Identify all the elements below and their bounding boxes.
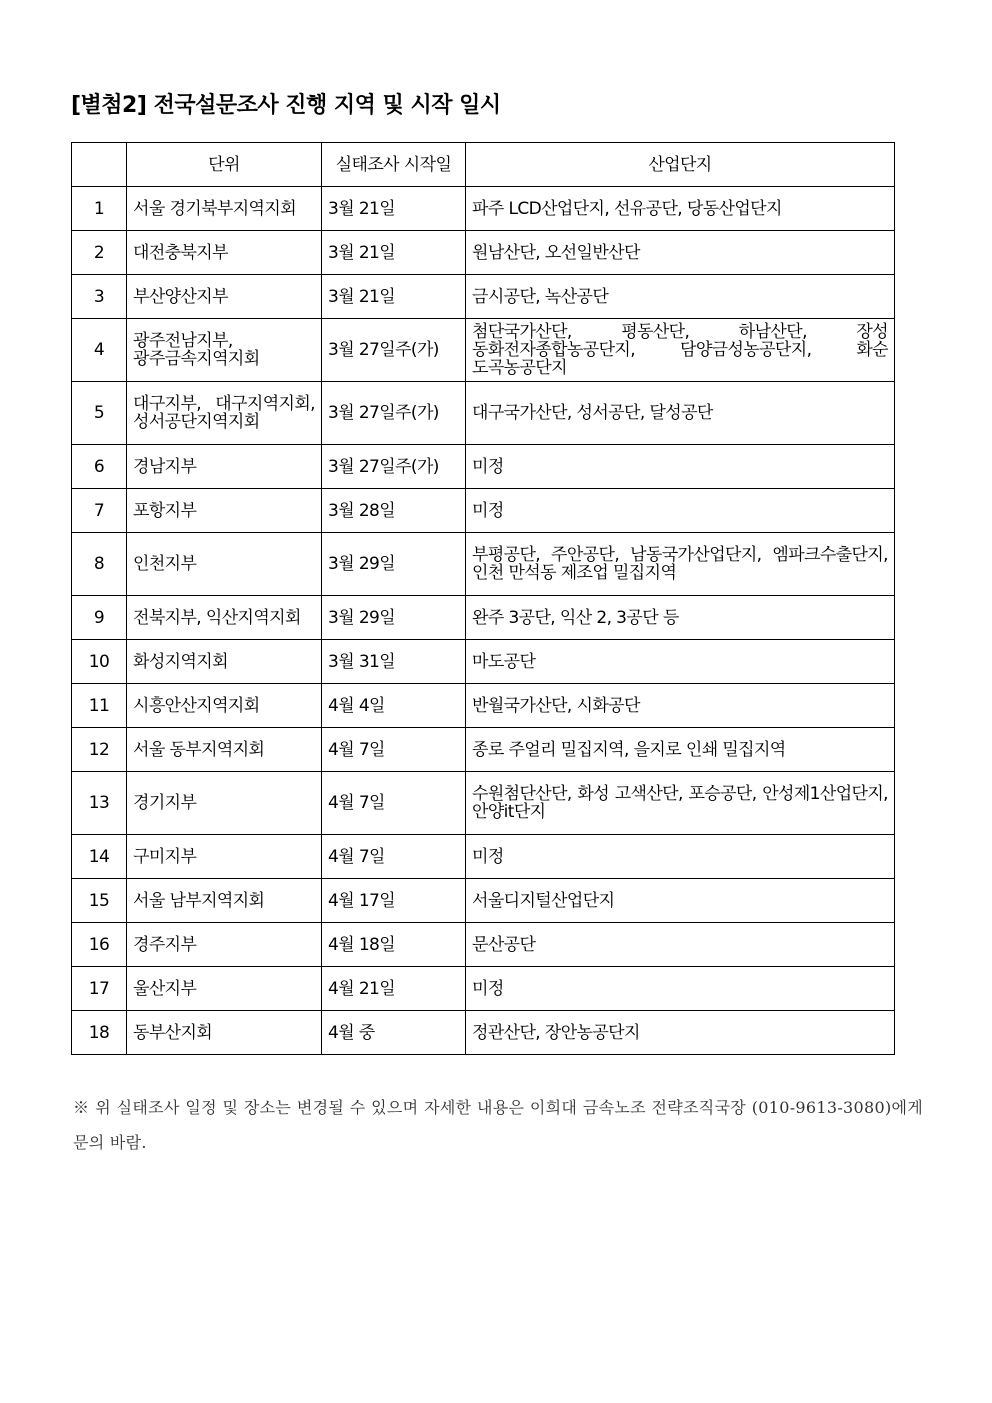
survey-schedule-table	[71, 142, 895, 1055]
row-industrial-complex: 완주 3공단, 익산 2, 3공단 등	[466, 596, 895, 640]
row-unit: 대구지부, 대구지역지회, 성서공단지역지회	[127, 382, 322, 445]
row-start-date: 4월 17일	[322, 879, 466, 923]
table-row	[72, 275, 895, 319]
row-industrial-complex: 대구국가산단, 성서공단, 달성공단	[466, 382, 895, 445]
row-number: 5	[72, 382, 127, 445]
row-number: 14	[72, 835, 127, 879]
row-unit: 경기지부	[127, 772, 322, 835]
row-industrial-complex: 마도공단	[466, 640, 895, 684]
row-number: 17	[72, 967, 127, 1011]
row-start-date: 4월 21일	[322, 967, 466, 1011]
row-unit: 서울 동부지역지회	[127, 728, 322, 772]
row-number: 15	[72, 879, 127, 923]
row-start-date: 3월 27일주(가)	[322, 319, 466, 382]
row-unit: 서울 경기북부지역지회	[127, 187, 322, 231]
row-start-date: 4월 7일	[322, 772, 466, 835]
document-title: [별첨2] 전국설문조사 진행 지역 및 시작 일시	[71, 93, 501, 118]
row-start-date: 3월 21일	[322, 231, 466, 275]
row-number: 10	[72, 640, 127, 684]
table-row	[72, 772, 895, 835]
row-unit: 광주전남지부, 광주금속지역지회	[127, 319, 322, 382]
row-unit: 동부산지회	[127, 1011, 322, 1055]
row-number: 6	[72, 445, 127, 489]
row-unit: 부산양산지부	[127, 275, 322, 319]
table-row	[72, 533, 895, 596]
row-industrial-complex: 수원첨단산단, 화성 고색산단, 포승공단, 안성제1산업단지, 안양it단지	[466, 772, 895, 835]
row-unit: 서울 남부지역지회	[127, 879, 322, 923]
header-industrial-complex: 산업단지	[466, 143, 895, 187]
row-number: 4	[72, 319, 127, 382]
row-industrial-complex: 미정	[466, 967, 895, 1011]
row-unit: 시흥안산지역지회	[127, 684, 322, 728]
row-unit: 울산지부	[127, 967, 322, 1011]
row-industrial-complex: 반월국가산단, 시화공단	[466, 684, 895, 728]
row-unit: 경남지부	[127, 445, 322, 489]
header-number	[72, 143, 127, 187]
row-number: 13	[72, 772, 127, 835]
row-number: 9	[72, 596, 127, 640]
table-row	[72, 319, 895, 382]
row-industrial-complex: 미정	[466, 445, 895, 489]
row-number: 12	[72, 728, 127, 772]
row-number: 16	[72, 923, 127, 967]
row-unit: 대전충북지부	[127, 231, 322, 275]
row-unit: 화성지역지회	[127, 640, 322, 684]
row-industrial-complex: 미정	[466, 489, 895, 533]
row-start-date: 3월 31일	[322, 640, 466, 684]
table-row	[72, 684, 895, 728]
row-number: 18	[72, 1011, 127, 1055]
row-industrial-complex: 부평공단, 주안공단, 남동국가산업단지, 엠파크수출단지, 인천 만석동 제조업 밀집지역	[466, 533, 895, 596]
row-start-date: 3월 21일	[322, 187, 466, 231]
row-start-date: 3월 27일주(가)	[322, 445, 466, 489]
row-unit: 경주지부	[127, 923, 322, 967]
row-start-date: 3월 27일주(가)	[322, 382, 466, 445]
table-row	[72, 967, 895, 1011]
row-unit: 인천지부	[127, 533, 322, 596]
row-industrial-complex: 미정	[466, 835, 895, 879]
row-start-date: 4월 7일	[322, 835, 466, 879]
table-header-row	[72, 143, 895, 187]
row-industrial-complex: 원남산단, 오선일반산단	[466, 231, 895, 275]
contact-note: ※ 위 실태조사 일정 및 장소는 변경될 수 있으며 자세한 내용은 이희대 금속노조 전략조직국장 (010-9613-3080)에게 문의 바람.	[73, 1098, 923, 1152]
row-number: 7	[72, 489, 127, 533]
row-industrial-complex: 서울디지털산업단지	[466, 879, 895, 923]
row-industrial-complex: 금시공단, 녹산공단	[466, 275, 895, 319]
row-start-date: 3월 29일	[322, 533, 466, 596]
row-number: 1	[72, 187, 127, 231]
table-row	[72, 489, 895, 533]
row-start-date: 4월 4일	[322, 684, 466, 728]
table-row	[72, 382, 895, 445]
header-start-date: 실태조사 시작일	[322, 143, 466, 187]
row-industrial-complex: 종로 주얼리 밀집지역, 을지로 인쇄 밀집지역	[466, 728, 895, 772]
row-start-date: 4월 중	[322, 1011, 466, 1055]
table-row	[72, 923, 895, 967]
row-start-date: 4월 7일	[322, 728, 466, 772]
table-row	[72, 728, 895, 772]
row-start-date: 3월 29일	[322, 596, 466, 640]
table-row	[72, 187, 895, 231]
row-industrial-complex: 첨단국가산단, 평동산단, 하남산단, 장성 동화전자종합농공단지, 담양금성농공단지, 화순 도곡농공단지	[466, 319, 895, 382]
row-industrial-complex: 정관산단, 장안농공단지	[466, 1011, 895, 1055]
row-start-date: 4월 18일	[322, 923, 466, 967]
row-industrial-complex: 문산공단	[466, 923, 895, 967]
row-start-date: 3월 28일	[322, 489, 466, 533]
row-number: 11	[72, 684, 127, 728]
row-number: 3	[72, 275, 127, 319]
row-start-date: 3월 21일	[322, 275, 466, 319]
table-row	[72, 640, 895, 684]
table-row	[72, 231, 895, 275]
row-unit: 포항지부	[127, 489, 322, 533]
row-unit: 구미지부	[127, 835, 322, 879]
header-unit: 단위	[127, 143, 322, 187]
table-row	[72, 445, 895, 489]
table-row	[72, 1011, 895, 1055]
row-number: 2	[72, 231, 127, 275]
row-unit: 전북지부, 익산지역지회	[127, 596, 322, 640]
row-number: 8	[72, 533, 127, 596]
table-row	[72, 879, 895, 923]
table-row	[72, 596, 895, 640]
table-row	[72, 835, 895, 879]
row-industrial-complex: 파주 LCD산업단지, 선유공단, 당동산업단지	[466, 187, 895, 231]
